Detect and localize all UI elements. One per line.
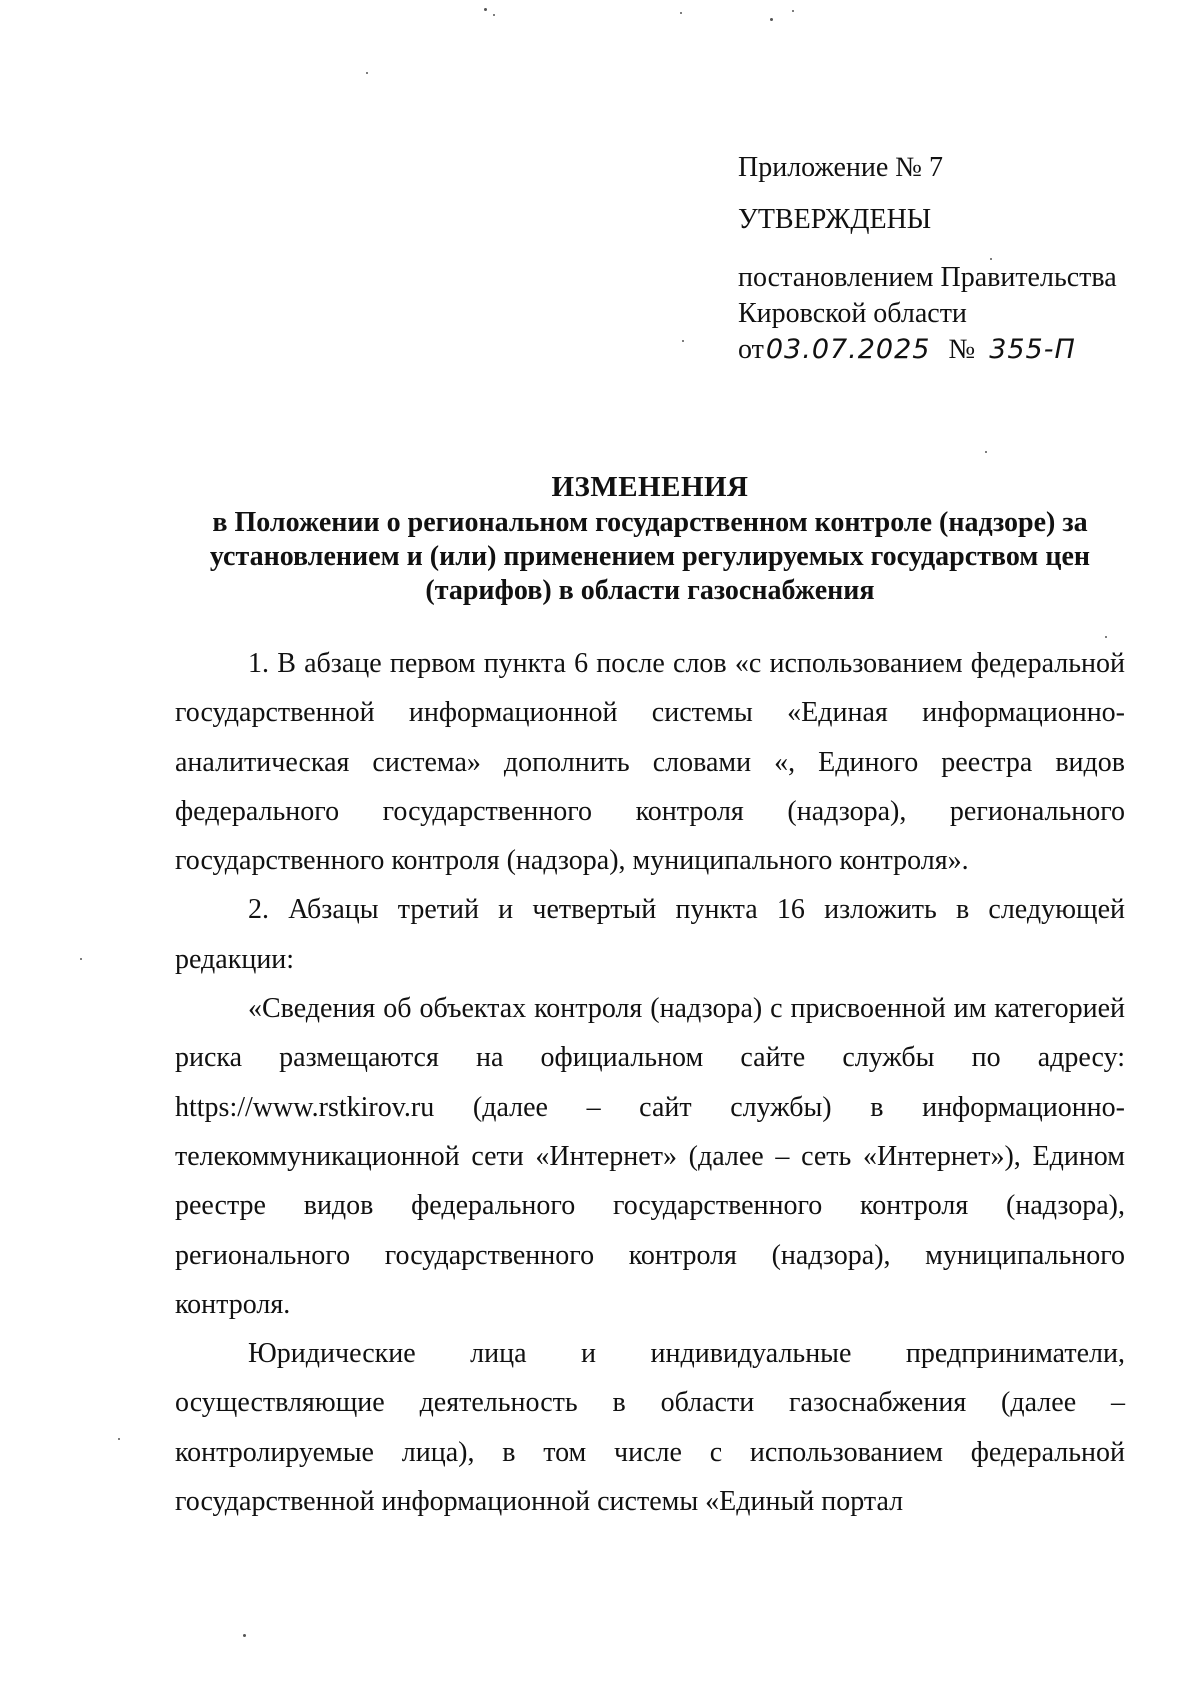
scan-speck — [493, 14, 495, 16]
handwritten-date: 03.07.2025 — [765, 334, 931, 365]
date-prefix: от — [738, 334, 764, 365]
paragraph-quoted-2: Юридические лица и индивидуальные предприниматели, осуществляющие деятельность в области газоснабжения (далее – контролируемые лица), в том числе с использованием федеральной государственной информационной системы «Единый портал — [175, 1338, 1125, 1518]
scan-speck — [484, 8, 487, 11]
scan-speck — [243, 1634, 246, 1637]
title-subtitle-line-3: (тарифов) в области газоснабжения — [425, 575, 875, 606]
title-subtitle-line-2: установлением и (или) применением регулируемых государством цен — [209, 541, 1091, 572]
document-title — [140, 470, 1160, 608]
paragraph-quoted-1: «Сведения об объектах контроля (надзора) с присвоенной им категорией риска размещаются на официальном сайте службы по адресу: https://www.rstkirov.ru (далее – сайт службы) в информационно-телекоммуникационной сети «Интернет» (далее – сеть «Интернет»), Едином реестре видов федерального государственного контроля (надзора), регионального государственного контроля (надзора), муниципального контроля. — [175, 993, 1125, 1320]
document-body — [175, 639, 1125, 1526]
scan-speck — [1105, 636, 1107, 638]
number-sign: № — [948, 334, 976, 365]
scan-speck — [985, 451, 987, 453]
approved-heading: УТВЕРЖДЕНЫ — [738, 204, 932, 235]
scan-speck — [118, 1438, 120, 1440]
scan-speck — [682, 340, 684, 342]
scan-speck — [80, 958, 82, 960]
scan-speck — [770, 18, 773, 21]
resolution-date-line — [738, 332, 1168, 368]
scan-speck — [366, 72, 368, 74]
paragraph-item-2: 2. Абзацы третий и четвертый пункта 16 изложить в следующей редакции: — [175, 894, 1125, 975]
title-main: ИЗМЕНЕНИЯ — [551, 471, 749, 503]
handwritten-number: 355-П — [989, 334, 1076, 365]
title-subtitle-line-1: в Положении о региональном государственном контроле (надзоре) за — [212, 507, 1088, 538]
paragraph-item-1: 1. В абзаце первом пункта 6 после слов «с использованием федеральной государственной информационной системы «Единая информационно-аналитическая система» дополнить словами «, Единого реестра видов федерального государственного контроля (надзора), регионального государственного контроля (надзора), муниципального контроля». — [175, 648, 1125, 877]
scan-speck — [792, 10, 794, 12]
resolution-line-2: Кировской области — [738, 298, 967, 329]
scan-speck — [680, 12, 682, 14]
appendix-number: Приложение № 7 — [738, 152, 943, 183]
approval-stamp-block — [738, 150, 1168, 368]
resolution-line-1: постановлением Правительства — [738, 262, 1117, 293]
